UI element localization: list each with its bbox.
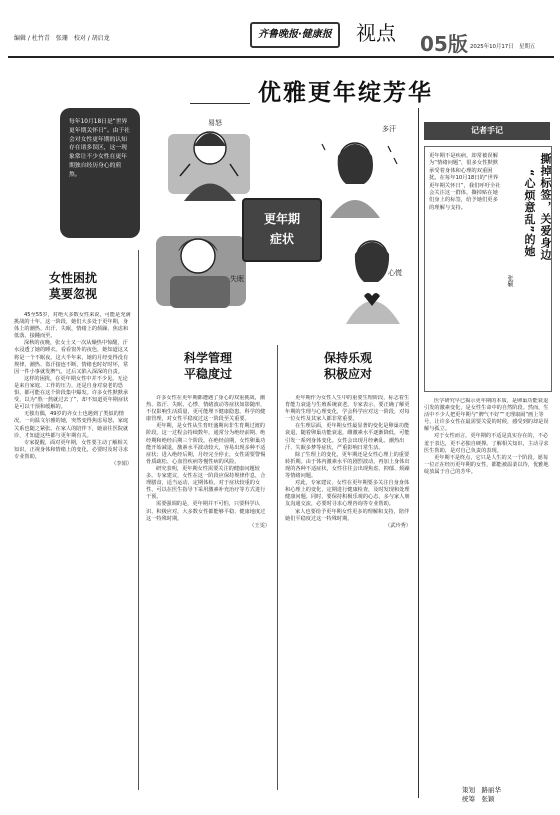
symptom-illustration <box>150 106 420 336</box>
header-rule <box>8 56 554 58</box>
col3-paragraph: 除了生理上的变化，更年期还是女性心理上的重要转折期。由于体内激素水平的剧烈波动，再加上身体出现的各种不适症状，女性往往会出现焦虑、抑郁、烦躁等情绪问题。 <box>285 451 410 480</box>
commentary-paragraph: 对于女性而言，更年期的不适是真实存在的，不必羞于表达，更不必独自硬撑。了解相关知识，主动寻求医生帮助，是对自己负责的表现。 <box>424 433 549 454</box>
page-title: 优雅更年绽芳华 <box>258 80 433 106</box>
commentary-box <box>424 146 552 392</box>
credit-coordinator: 统筹 张颖 <box>462 795 495 803</box>
col2-paragraph: 更年期，是女性从生育旺盛期向非生育期过渡的阶段，这一过程会持续数年。通常分为绝经前期、绝经期和绝经后期三个阶段。在绝经前期，女性卵巢功能开始减退，激素水平波动较大，容易出现多种不适症状；进入绝经后期，月经完全停止，女性需要警惕骨质疏松、心血管疾病等慢性病的风险。 <box>146 423 266 465</box>
page-credits <box>462 786 552 804</box>
col3-paragraph: 更年期作为女性人生中的重要生理阶段，标志着生育能力衰退与生殖系统衰老。专家表示，要正确了解更年期的生理与心理变化，学会科学应对这一阶段，对每一位女性及其家人都非常重要。 <box>285 395 410 423</box>
section-name: 视点 <box>356 21 396 45</box>
col2-body <box>146 395 270 785</box>
col1-heading <box>18 270 128 302</box>
col3-heading <box>288 350 408 382</box>
symptoms-badge <box>242 198 322 262</box>
col3-body <box>285 395 411 785</box>
page-number: 05版 <box>420 32 468 56</box>
col2-heading <box>148 350 268 382</box>
col3-paragraph: 家人也要给予更年期女性更多的理解和支持，陪伴她们平稳度过这一特殊时期。 <box>285 508 410 522</box>
label-irritable: 易怒 <box>208 119 222 127</box>
col3-heading-line2: 积极应对 <box>323 367 372 381</box>
col3-heading-line1: 保持乐观 <box>323 351 372 365</box>
commentary-label: 记者手记 <box>471 126 503 135</box>
commentary-author: 张颖 <box>506 275 513 287</box>
title-rule <box>190 103 250 104</box>
col1-paragraph: 深秋的夜晚，张女士又一次从燥热中惊醒，汗水浸透了她的睡衣。看看窗外的夜色，她知道这又将是一个不眠夜。这大半年来，她的月经变得没有规律，潮热、盗汗接连不断，情绪也时好时坏，常因一件小事就发脾气，过后又陷入深深的自责。 <box>14 340 129 375</box>
column-divider <box>277 345 278 790</box>
col1-heading-line2: 莫要忽视 <box>48 287 97 301</box>
commentary-paragraph: 医学研究早已揭示更年期的本质，是卵巢功能衰退引发的激素变化，是女性生命中的自然阶段。然而，生活中不少人把更年期与“脾气不好”“无理取闹”画上等号，让许多女性在最需要关爱的时候，感受到的却是误解与孤立。 <box>424 398 549 433</box>
col2-paragraph: 需要强调的是，更年期并不可怕，只要科学认识、积极应对，大多数女性都能够平稳、健康地度过这一特殊时期。 <box>146 501 266 522</box>
label-palpitation: 心慌 <box>388 269 402 277</box>
masthead-logo: 齐鲁晚报·健康报 <box>250 22 340 48</box>
credit-planner: 策划 路丽华 <box>462 786 501 794</box>
col1-byline: （李娟） <box>111 460 132 467</box>
col2-paragraph: 研究表明，更年期女性需要关注的健康问题较多。专家建议，女性在这一阶段应保持规律作息，合理膳食，适当运动，定期体检。对于症状较重的女性，可以在医生指导下采用激素补充治疗等方式进行干预。 <box>146 465 266 501</box>
commentary-sidebar-text: 更年期不是疾病，却常被误解为“情绪问题”，很多女性默默承受着身体和心理的双重困扰。在每年10月18日的“世界更年期关怀日”，我们呼吁全社会关注这一群体，撕掉贴在她们身上的标签，给予她们更多的理解与支持。 <box>429 153 501 211</box>
col1-paragraph: 专家提醒，面对更年期，女性要主动了解相关知识，正视身体和情绪上的变化，必要时及时寻求专业帮助。 <box>14 439 129 460</box>
col2-paragraph: 许多女性在更年期都遭遇了身心的双重挑战，潮热、盗汗、失眠、心悸、情绪波动等症状如影随形，不仅影响生活质量，更可能埋下健康隐患。科学的健康管理，对女性平稳度过这一阶段至关重要。 <box>146 395 266 423</box>
intro-box <box>60 108 140 238</box>
woman-angry-figure <box>168 132 250 201</box>
col1-body <box>14 312 132 782</box>
badge-line1: 更年期 <box>263 212 300 226</box>
sidebar-divider <box>418 108 419 798</box>
badge-line2: 症状 <box>269 232 294 246</box>
col2-heading-line1: 科学管理 <box>183 351 232 365</box>
col3-byline: （武玲秀） <box>385 522 411 529</box>
commentary-label-bar <box>424 122 550 140</box>
woman-sleepless-figure <box>156 236 246 308</box>
label-sweating: 多汗 <box>382 125 396 133</box>
col1-paragraph: 这样的困扰，在更年期女性中并不少见。无论是来自家庭、工作的压力，还是自身对衰老的恐惧，都可能在这个阶段集中爆发。许多女性默默承受，以为“熬一熬就过去了”，却不知道更年期症状是可以干预和缓解的。 <box>14 375 129 411</box>
commentary-body <box>424 398 550 776</box>
staff-credits: 编辑 / 杜竹青 张珊 校对 / 胡启龙 <box>14 35 110 42</box>
col2-heading-line2: 平稳度过 <box>183 367 232 381</box>
commentary-headline-line1: 撕掉标签，关爱身边 <box>539 153 552 261</box>
commentary-headline-line2: “心烦意乱”的她 <box>523 169 536 258</box>
col1-paragraph: 无独有偶，49岁的齐女士也遇到了类似的情况。一向温文尔雅的她，突然变得焦虑易怒，家庭关系也随之紧张。在家人的陪伴下，她前往医院就诊，才知道这些都与更年期有关。 <box>14 411 129 439</box>
woman-palpitation-figure <box>346 241 400 324</box>
col2-byline: （王雯） <box>249 522 270 529</box>
commentary-paragraph: 更年期不是终点，它只是人生的又一个阶段。愿每一位正在经历更年期的女性，都能被温柔以待，优雅地绽放属于自己的芳华。 <box>424 454 549 475</box>
woman-sweating-figure <box>322 143 397 218</box>
col1-heading-line1: 女性困扰 <box>48 271 97 285</box>
issue-date: 2025年10月17日 星期五 <box>470 44 536 50</box>
col3-paragraph: 对此，专家建议，女性在更年期要多关注自身身体和心理上的变化，定期进行健康检查，及时发现和处理健康问题。同时，要保持积极乐观的心态，多与家人朋友沟通交流，必要时寻求心理咨询等专业帮助。 <box>285 480 410 508</box>
intro-text: 每年10月18日是“世界更年期关怀日”。由于社会对女性更年期的认知存在诸多误区，这一现象常让不少女性在更年期独自经历身心的煎熬。 <box>69 119 130 178</box>
label-insomnia: 失眠 <box>230 275 244 283</box>
col3-paragraph: 在生理层面，更年期女性最显著的变化是卵巢功能衰退，随着卵巢功能衰退，雌激素水平逐渐降低，可能引发一系列身体变化。女性会出现月经紊乱、潮热出汗、失眠多梦等症状，严重影响日常生活。 <box>285 423 410 451</box>
column-divider <box>138 250 139 790</box>
col1-paragraph: 45至55岁，对绝大多数女性来说，可能是充满挑战的十年。这一阶段，她们大多处于更年期，身体上的潮热、出汗、失眠，情绪上的烦躁、焦虑和低落，接踵而至。 <box>14 312 131 340</box>
